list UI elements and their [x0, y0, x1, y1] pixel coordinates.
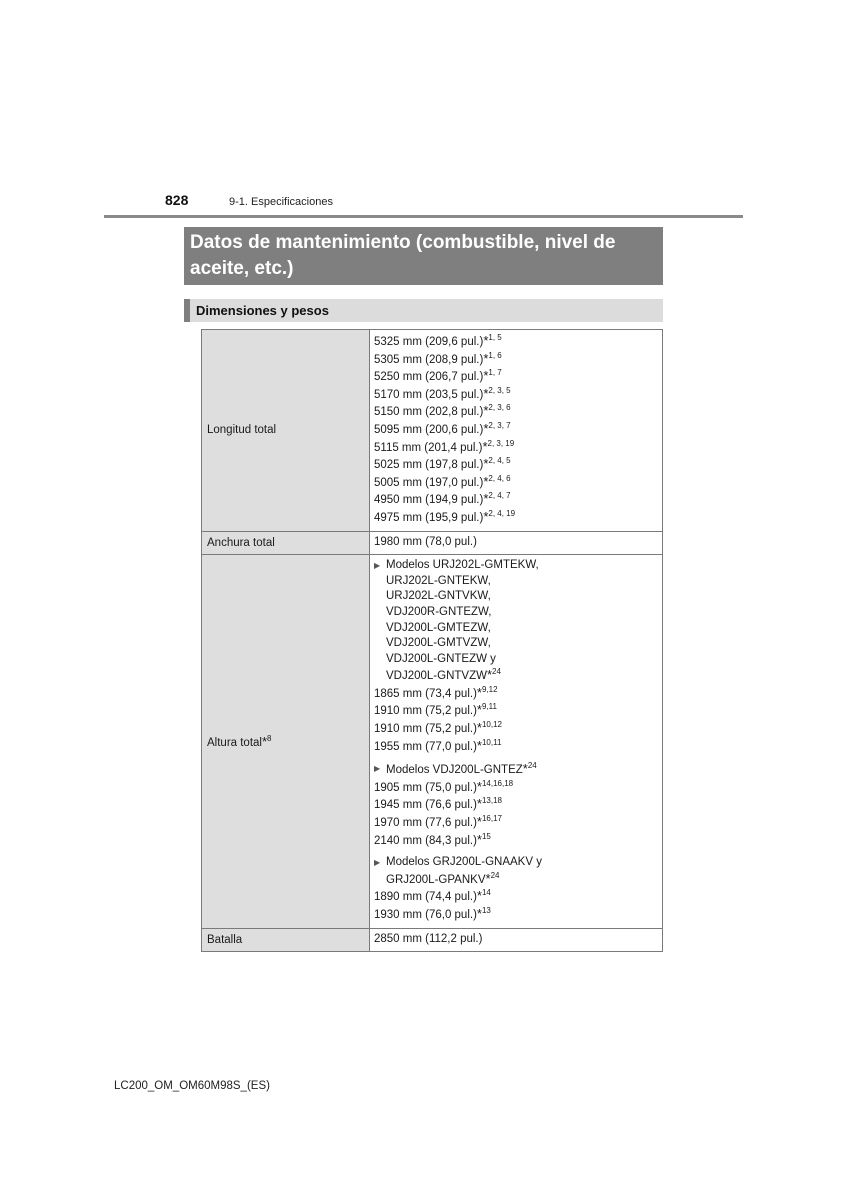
value-line-text: 2140 mm (84,3 pul.)	[374, 834, 477, 847]
model-line-text: Modelos URJ202L-GMTEKW,	[386, 559, 539, 572]
value-line	[374, 351, 658, 369]
footnote-ref: 8	[267, 733, 272, 743]
value-line	[374, 832, 658, 850]
footnote-star: *	[485, 870, 491, 886]
value-line: 1980 mm (78,0 pul.)	[374, 535, 477, 548]
footnote-ref: 10,11	[481, 737, 502, 747]
value-line-text: 5095 mm (200,6 pul.)	[374, 423, 484, 436]
value-line	[374, 421, 658, 439]
value-line-text: 1910 mm (75,2 pul.)	[374, 705, 477, 718]
model-line	[374, 589, 658, 605]
value-line	[374, 403, 658, 421]
footnote-ref: 16,17	[481, 814, 503, 824]
value-line	[374, 368, 658, 386]
specs-table	[201, 329, 663, 952]
model-line-text: VDJ200L-GNTEZW y	[386, 652, 496, 665]
footnote-star: *	[483, 333, 489, 348]
footnote-star: *	[483, 385, 489, 401]
table-row-width	[202, 531, 663, 555]
value-line-text: 5170 mm (203,5 pul.)	[374, 388, 484, 401]
footnote-ref: 14,16,18	[481, 778, 514, 788]
footnote-star: *	[476, 720, 482, 736]
footnote-star: *	[522, 761, 528, 777]
value-line	[374, 491, 658, 509]
value-line-text: 5250 mm (206,7 pul.)	[374, 371, 484, 384]
footnote-ref: 2, 4, 5	[488, 456, 511, 466]
model-line	[374, 667, 658, 685]
footnote-star: *	[483, 491, 489, 507]
footnote-star: *	[476, 796, 482, 812]
footnote-star: *	[483, 403, 489, 419]
model-line-text: URJ202L-GNTVKW,	[386, 590, 491, 603]
row-value	[370, 531, 663, 555]
section-reference: 9-1. Especificaciones	[229, 196, 333, 208]
row-label-text: Altura total	[207, 736, 262, 749]
footnote-star: *	[483, 350, 489, 366]
row-label	[202, 555, 370, 928]
value-line	[374, 509, 658, 527]
model-line	[374, 621, 658, 637]
footnote-star: *	[476, 831, 482, 847]
value-line	[374, 702, 658, 720]
footnote-star: *	[476, 778, 482, 794]
footnote-ref: 13,18	[481, 796, 503, 806]
footnote-ref: 1, 7	[488, 368, 502, 378]
page-title: Datos de mantenimiento (combustible, nivel de aceite, etc.)	[184, 227, 663, 285]
footnote-star: *	[476, 814, 482, 830]
footnote-ref: 2, 4, 19	[488, 508, 516, 518]
model-line	[374, 605, 658, 621]
footnote-star: *	[476, 684, 482, 700]
footnote-star: *	[483, 473, 489, 489]
footnote-star: *	[261, 733, 268, 749]
model-line-text: VDJ200L-GMTEZW,	[386, 621, 491, 634]
row-value	[370, 330, 663, 532]
value-line	[374, 720, 658, 738]
row-label: Longitud total	[202, 330, 370, 532]
model-line-text: Modelos GRJ200L-GNAAKV y	[386, 856, 542, 869]
value-line-text: 5005 mm (197,0 pul.)	[374, 476, 484, 489]
footnote-ref: 24	[492, 667, 501, 677]
footnote-ref: 24	[527, 761, 537, 771]
value-line-text: 1865 mm (73,4 pul.)	[374, 687, 477, 700]
value-line	[374, 796, 658, 814]
value-line	[374, 474, 658, 492]
footnote-ref: 9,12	[481, 684, 498, 694]
value-line-text: 1970 mm (77,6 pul.)	[374, 817, 477, 830]
row-label: Anchura total	[202, 531, 370, 555]
footnote-ref: 9,11	[481, 702, 497, 712]
value-line-text: 1890 mm (74,4 pul.)	[374, 891, 477, 904]
model-line-text: GRJ200L-GPANKV	[386, 873, 486, 886]
footnote-star: *	[476, 702, 482, 718]
footnote-ref: 15	[481, 831, 491, 841]
value-line-text: 1945 mm (76,6 pul.)	[374, 799, 477, 812]
footnote-ref: 24	[490, 870, 500, 880]
model-line-text: URJ202L-GNTEKW,	[386, 574, 491, 587]
footnote-ref: 10,12	[481, 720, 503, 730]
footnote-star: *	[476, 888, 482, 904]
row-value	[370, 555, 663, 928]
model-line	[374, 558, 658, 574]
table-row-height	[202, 555, 663, 928]
value-line-text: 1905 mm (75,0 pul.)	[374, 781, 477, 794]
value-line-text: 5305 mm (208,9 pul.)	[374, 353, 484, 366]
model-line	[374, 636, 658, 652]
model-line-text: VDJ200R-GNTEZW,	[386, 605, 492, 618]
footnote-ref: 2, 4, 6	[488, 473, 511, 483]
model-line	[374, 652, 658, 668]
footnote-star: *	[476, 737, 482, 753]
footnote-ref: 13	[481, 906, 491, 915]
footnote-star: *	[483, 368, 489, 384]
model-line	[374, 761, 658, 779]
model-line	[374, 574, 658, 590]
value-line-text: 5325 mm (209,6 pul.)	[374, 336, 484, 348]
footnote-star: *	[483, 420, 489, 436]
value-line	[374, 333, 658, 351]
page-number: 828	[165, 192, 189, 208]
footnote-ref: 2, 4, 7	[488, 491, 511, 501]
value-line-text: 5115 mm (201,4 pul.)	[374, 441, 483, 454]
value-line	[374, 439, 658, 457]
value-line-text: 1930 mm (76,0 pul.)	[374, 909, 477, 921]
value-line	[374, 456, 658, 474]
footnote-star: *	[476, 906, 482, 921]
value-line	[374, 386, 658, 404]
value-line-text: 1910 mm (75,2 pul.)	[374, 723, 477, 736]
footnote-ref: 2, 3, 5	[488, 385, 511, 395]
value-line	[374, 738, 658, 756]
value-line: 2850 mm (112,2 pul.)	[374, 932, 483, 945]
subsection-heading: Dimensiones y pesos	[184, 299, 663, 322]
footnote-ref: 14	[481, 888, 491, 898]
model-line	[374, 871, 658, 889]
value-line	[374, 888, 658, 906]
value-line	[374, 814, 658, 832]
document-code: LC200_OM_OM60M98S_(ES)	[114, 1080, 270, 1092]
footnote-star: *	[483, 456, 489, 472]
value-line	[374, 779, 658, 797]
row-label: Batalla	[202, 928, 370, 952]
model-line-text: VDJ200L-GMTVZW,	[386, 637, 491, 650]
footnote-star: *	[482, 438, 488, 454]
header-divider	[104, 215, 743, 218]
value-line	[374, 906, 658, 924]
footnote-ref: 1, 6	[488, 350, 502, 360]
footnote-ref: 2, 3, 6	[488, 403, 511, 413]
value-line	[374, 685, 658, 703]
footnote-star: *	[483, 508, 489, 524]
value-line-text: 5150 mm (202,8 pul.)	[374, 406, 484, 419]
value-line-text: 4950 mm (194,9 pul.)	[374, 494, 484, 507]
footnote-ref: 1, 5	[488, 333, 502, 342]
value-line-text: 1955 mm (77,0 pul.)	[374, 740, 477, 753]
model-line-text: Modelos VDJ200L-GNTEZ	[386, 764, 523, 777]
footnote-ref: 2, 3, 19	[487, 438, 515, 448]
model-line	[374, 855, 658, 871]
row-value	[370, 928, 663, 952]
table-row-wheelbase	[202, 928, 663, 952]
table-row-length	[202, 330, 663, 532]
model-line-text: VDJ200L-GNTVZW	[386, 670, 487, 683]
value-line-text: 4975 mm (195,9 pul.)	[374, 511, 484, 524]
footnote-star: *	[486, 667, 493, 683]
footnote-ref: 2, 3, 7	[488, 420, 511, 430]
value-line-text: 5025 mm (197,8 pul.)	[374, 459, 484, 472]
